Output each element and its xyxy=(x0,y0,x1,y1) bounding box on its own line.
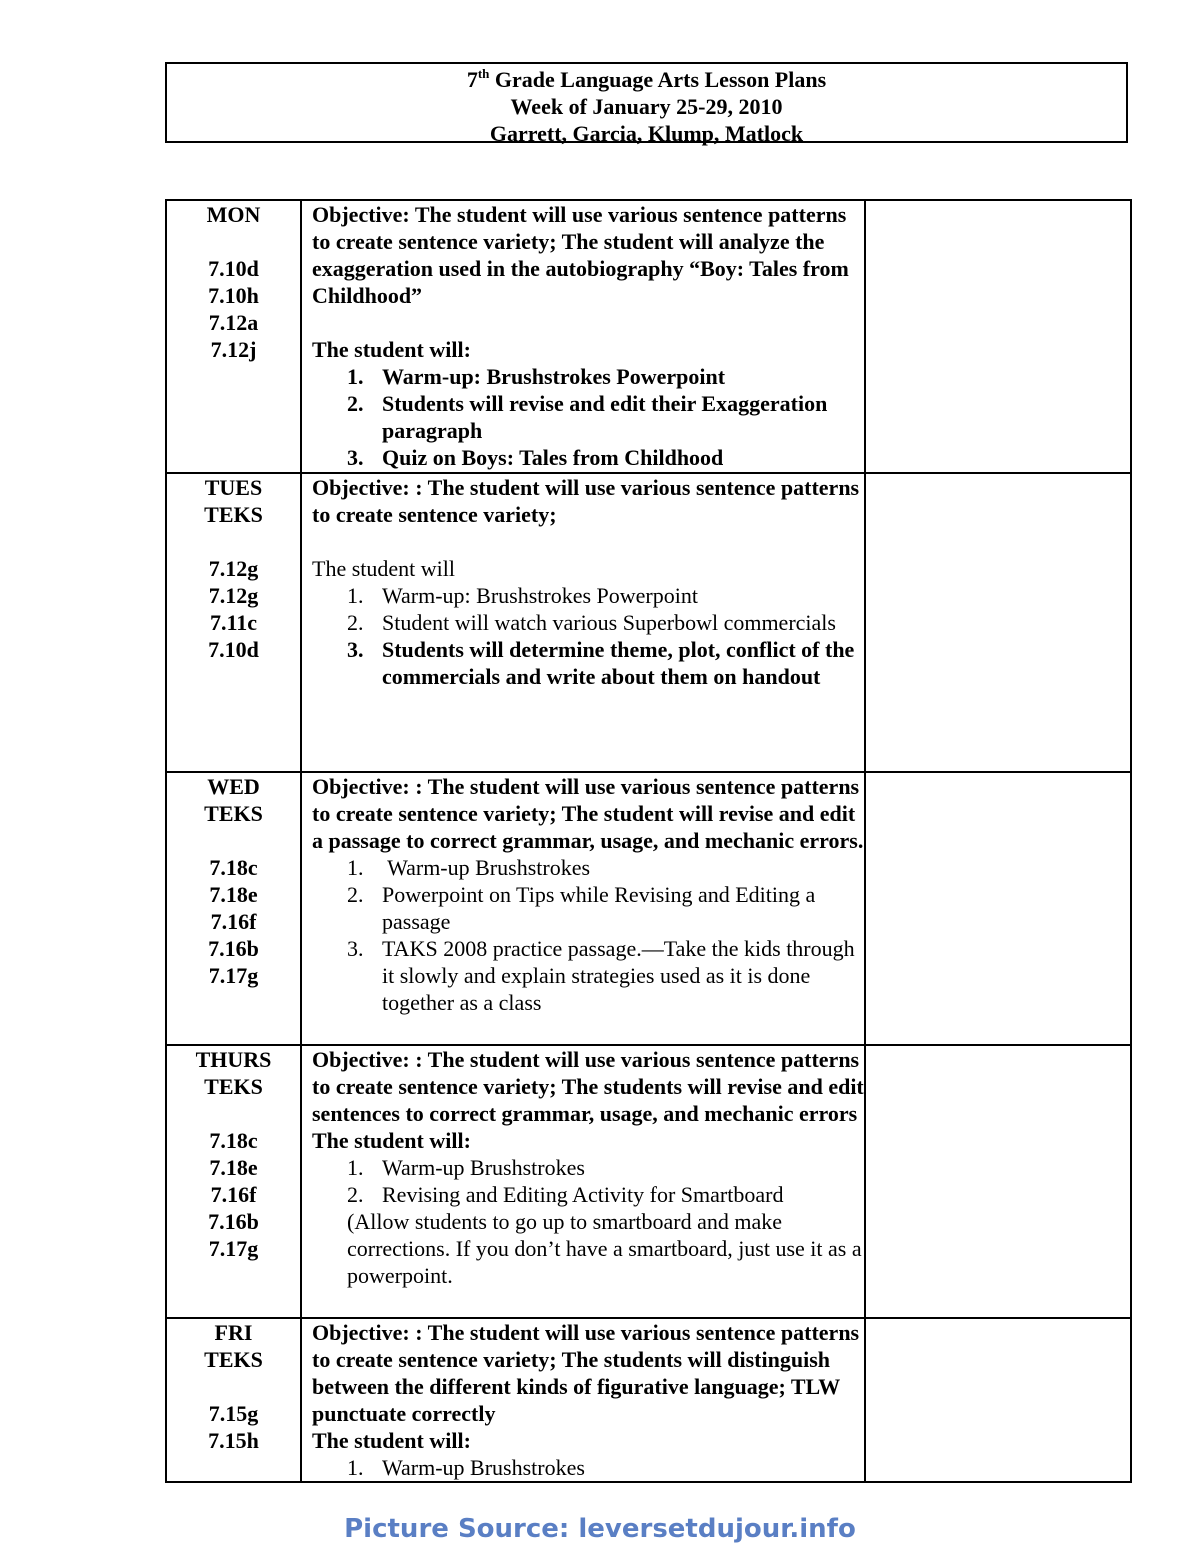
list-item: 3. Students will determine theme, plot, conflict of the commercials and write about them on handout xyxy=(347,637,855,689)
list-item: 1. Warm-up Brushstrokes xyxy=(347,1455,585,1480)
notes-cell xyxy=(865,1045,1131,1318)
teks-code: 7.17g xyxy=(208,963,259,988)
teks-code: 7.10h xyxy=(208,283,259,308)
day-label: THURS xyxy=(195,1047,272,1072)
picture-source-caption: Picture Source: leversetdujour.info xyxy=(344,1514,856,1544)
notes-cell xyxy=(865,473,1131,772)
teks-code: 7.16f xyxy=(210,909,257,934)
notes-cell xyxy=(865,200,1131,473)
activity-list xyxy=(312,1454,864,1481)
list-item: 1. Warm-up: Brushstrokes Powerpoint xyxy=(347,364,726,389)
list-item: 1. Warm-up Brushstrokes xyxy=(347,1155,585,1180)
teks-code: 7.16b xyxy=(208,936,259,961)
day-cell xyxy=(166,473,301,772)
objective-text: Objective: : The student will use various sentence patterns to create sentence variety; The students will revise and edit sentences to correct grammar, usage, and mechanic errors xyxy=(312,1047,864,1126)
objective-text: Objective: : The student will use various sentence patterns to create sentence variety; The student will revise and edit a passage to correct grammar, usage, and mechanic errors. xyxy=(312,774,864,853)
teks-code: 7.12g xyxy=(208,556,259,581)
list-item: 1. Warm-up Brushstrokes xyxy=(347,855,591,880)
table-row xyxy=(166,200,1131,473)
intro-text: The student will xyxy=(312,556,455,581)
objective-text: Objective: : The student will use various sentence patterns to create sentence variety; The students will distinguish between the different kinds of figurative language; TLW punctuate correctly xyxy=(312,1320,860,1426)
objective-cell xyxy=(301,772,865,1045)
list-item: 2. Powerpoint on Tips while Revising and Editing a passage xyxy=(347,882,816,934)
objective-cell xyxy=(301,473,865,772)
teks-code: 7.18e xyxy=(209,1155,258,1180)
intro-text: The student will: xyxy=(312,1428,471,1453)
teks-code: 7.12a xyxy=(208,310,259,335)
teks-label: TEKS xyxy=(204,502,263,527)
table-row xyxy=(166,473,1131,772)
teks-label: TEKS xyxy=(204,1074,263,1099)
teks-code: 7.12j xyxy=(210,337,257,362)
objective-text: Objective: : The student will use various sentence patterns to create sentence variety; xyxy=(312,475,860,527)
header-title: 7th Grade Language Arts Lesson Plans xyxy=(466,66,827,92)
teks-code: 7.11c xyxy=(209,610,258,635)
teks-code: 7.12g xyxy=(208,583,259,608)
list-item: 1. Warm-up: Brushstrokes Powerpoint xyxy=(347,583,698,608)
table-row xyxy=(166,1318,1131,1482)
teks-code: 7.18e xyxy=(209,882,258,907)
document-header xyxy=(165,62,1128,146)
teks-code: 7.16f xyxy=(210,1182,257,1207)
teks-code: 7.10d xyxy=(208,256,259,281)
teks-code: 7.18c xyxy=(209,1128,258,1153)
intro-text: The student will: xyxy=(312,337,471,362)
table-row xyxy=(166,772,1131,1045)
activity-list xyxy=(312,363,864,471)
teks-label: TEKS xyxy=(204,801,263,826)
teks-label: TEKS xyxy=(204,1347,263,1372)
day-cell xyxy=(166,772,301,1045)
list-item: 3. TAKS 2008 practice passage.—Take the kids through it slowly and explain strategies used as it is done together as a class xyxy=(347,936,855,1015)
activity-list xyxy=(312,854,864,1016)
teks-code: 7.10d xyxy=(208,637,259,662)
day-label: FRI xyxy=(214,1320,253,1345)
table-row xyxy=(166,1045,1131,1318)
list-item: 2. Students will revise and edit their Exaggeration paragraph xyxy=(347,391,828,443)
teks-code: 7.16b xyxy=(208,1209,259,1234)
notes-cell xyxy=(865,1318,1131,1482)
day-cell xyxy=(166,1045,301,1318)
header-teachers: Garrett, Garcia, Klump, Matlock xyxy=(489,121,804,146)
activity-list xyxy=(312,1154,864,1208)
day-label: TUES xyxy=(204,475,263,500)
list-item: 2. Student will watch various Superbowl commercials xyxy=(347,610,836,635)
lesson-plan-table xyxy=(165,199,1132,1483)
teks-code: 7.15h xyxy=(208,1428,259,1453)
notes-cell xyxy=(865,772,1131,1045)
list-item: 2. Revising and Editing Activity for Smartboard xyxy=(347,1182,784,1207)
day-label: MON xyxy=(206,202,261,227)
activity-list xyxy=(312,582,864,690)
day-label: WED xyxy=(207,774,260,799)
objective-cell xyxy=(301,1045,865,1318)
day-cell xyxy=(166,200,301,473)
teks-code: 7.15g xyxy=(208,1401,259,1426)
objective-cell xyxy=(301,1318,865,1482)
teks-code: 7.17g xyxy=(208,1236,259,1261)
objective-text: Objective: The student will use various sentence patterns to create sentence variety; The student will analyze the exaggeration used in the autobiography “Boy: Tales from Childhood” xyxy=(312,202,849,308)
continuation-text: (Allow students to go up to smartboard and make corrections. If you don’t have a smartboard, just use it as a powerpoint. xyxy=(347,1209,862,1288)
header-week: Week of January 25-29, 2010 xyxy=(510,94,783,119)
objective-cell xyxy=(301,200,865,473)
teks-code: 7.18c xyxy=(209,855,258,880)
intro-text: The student will: xyxy=(312,1128,471,1153)
day-cell xyxy=(166,1318,301,1482)
list-item: 3. Quiz on Boys: Tales from Childhood xyxy=(347,445,724,470)
